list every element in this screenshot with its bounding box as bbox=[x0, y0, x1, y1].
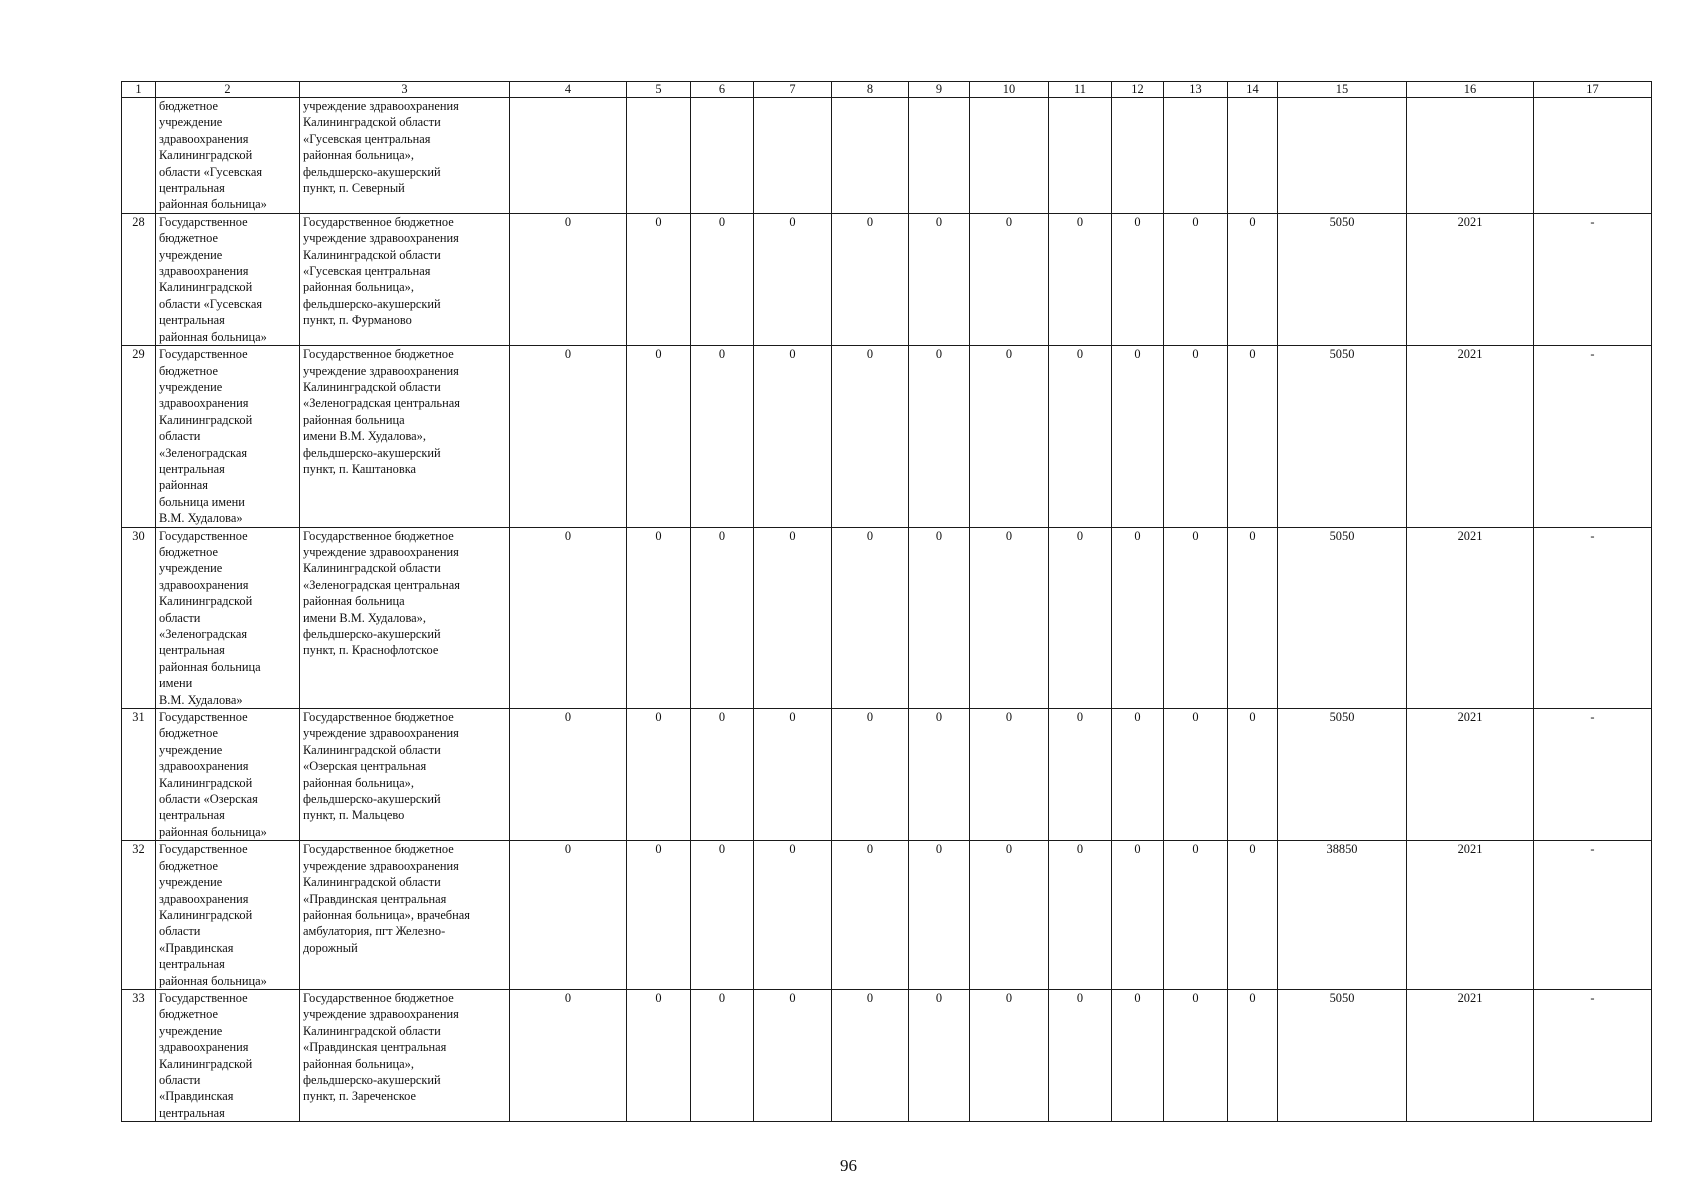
facility-cell: Государственное бюджетное учреждение здравоохранения Калининградской области «Зеленоградская центральная районная больница имени В.М. Худалова», фельдшерско-акушерский пункт, п. Краснофлотское bbox=[300, 527, 510, 708]
column-header-11: 11 bbox=[1049, 82, 1112, 98]
cost-cell: 5050 bbox=[1278, 709, 1407, 841]
value-cell-col-13: 0 bbox=[1164, 841, 1228, 990]
column-header-12: 12 bbox=[1112, 82, 1164, 98]
value-cell-col-13: 0 bbox=[1164, 989, 1228, 1121]
row-number-cell: 28 bbox=[122, 213, 156, 345]
data-table bbox=[121, 81, 1652, 1122]
value-cell-col-12: 0 bbox=[1112, 709, 1164, 841]
cost-cell: 5050 bbox=[1278, 213, 1407, 345]
organization-cell: Государственное бюджетное учреждение здравоохранения Калининградской области «Озерская центральная районная больница» bbox=[156, 709, 300, 841]
value-cell-col-11: 0 bbox=[1049, 841, 1112, 990]
column-header-14: 14 bbox=[1228, 82, 1278, 98]
value-cell-col-9: 0 bbox=[909, 989, 970, 1121]
value-cell-col-11: 0 bbox=[1049, 989, 1112, 1121]
facility-cell: Государственное бюджетное учреждение здравоохранения Калининградской области «Правдинская центральная районная больница», фельдшерско-акушерский пункт, п. Зареченское bbox=[300, 989, 510, 1121]
value-cell-col-5: 0 bbox=[627, 213, 691, 345]
value-cell-col-8: 0 bbox=[832, 527, 909, 708]
table-row bbox=[122, 709, 1652, 841]
value-cell-col-9: 0 bbox=[909, 527, 970, 708]
table-row bbox=[122, 989, 1652, 1121]
value-cell-col-6: 0 bbox=[691, 527, 754, 708]
value-cell-col-4: 0 bbox=[510, 709, 627, 841]
table-row bbox=[122, 346, 1652, 527]
note-cell: - bbox=[1534, 527, 1652, 708]
table-row bbox=[122, 213, 1652, 345]
table-header bbox=[122, 82, 1652, 98]
value-cell-col-4: 0 bbox=[510, 213, 627, 345]
column-header-15: 15 bbox=[1278, 82, 1407, 98]
value-cell-col-10: 0 bbox=[970, 989, 1049, 1121]
value-cell-col-12 bbox=[1112, 98, 1164, 214]
row-number-cell: 29 bbox=[122, 346, 156, 527]
value-cell-col-12: 0 bbox=[1112, 346, 1164, 527]
value-cell-col-8: 0 bbox=[832, 841, 909, 990]
value-cell-col-14: 0 bbox=[1228, 527, 1278, 708]
value-cell-col-14: 0 bbox=[1228, 709, 1278, 841]
note-cell bbox=[1534, 98, 1652, 214]
value-cell-col-8: 0 bbox=[832, 213, 909, 345]
value-cell-col-10: 0 bbox=[970, 213, 1049, 345]
value-cell-col-12: 0 bbox=[1112, 527, 1164, 708]
value-cell-col-14: 0 bbox=[1228, 989, 1278, 1121]
value-cell-col-11: 0 bbox=[1049, 346, 1112, 527]
table-body bbox=[122, 98, 1652, 1122]
organization-cell: Государственное бюджетное учреждение здравоохранения Калининградской области «Зеленоградская центральная районная больница имени В.М. Худалова» bbox=[156, 527, 300, 708]
value-cell-col-8: 0 bbox=[832, 346, 909, 527]
value-cell-col-7: 0 bbox=[754, 841, 832, 990]
value-cell-col-4: 0 bbox=[510, 346, 627, 527]
value-cell-col-6 bbox=[691, 98, 754, 214]
table-row bbox=[122, 98, 1652, 214]
note-cell: - bbox=[1534, 213, 1652, 345]
value-cell-col-8: 0 bbox=[832, 989, 909, 1121]
value-cell-col-11: 0 bbox=[1049, 527, 1112, 708]
value-cell-col-10: 0 bbox=[970, 346, 1049, 527]
organization-cell: Государственное бюджетное учреждение здравоохранения Калининградской области «Зеленоградская центральная районная больница имени В.М. Худалова» bbox=[156, 346, 300, 527]
value-cell-col-5: 0 bbox=[627, 346, 691, 527]
value-cell-col-6: 0 bbox=[691, 841, 754, 990]
organization-cell: Государственное бюджетное учреждение здравоохранения Калининградской области «Правдинская центральная bbox=[156, 989, 300, 1121]
value-cell-col-13: 0 bbox=[1164, 346, 1228, 527]
value-cell-col-5: 0 bbox=[627, 989, 691, 1121]
value-cell-col-7: 0 bbox=[754, 709, 832, 841]
facility-cell: Государственное бюджетное учреждение здравоохранения Калининградской области «Зеленоградская центральная районная больница имени В.М. Худалова», фельдшерско-акушерский пункт, п. Каштановка bbox=[300, 346, 510, 527]
column-header-1: 1 bbox=[122, 82, 156, 98]
cost-cell: 5050 bbox=[1278, 346, 1407, 527]
value-cell-col-4: 0 bbox=[510, 527, 627, 708]
year-cell: 2021 bbox=[1407, 527, 1534, 708]
table-row bbox=[122, 527, 1652, 708]
value-cell-col-4: 0 bbox=[510, 841, 627, 990]
note-cell: - bbox=[1534, 841, 1652, 990]
year-cell: 2021 bbox=[1407, 346, 1534, 527]
value-cell-col-12: 0 bbox=[1112, 213, 1164, 345]
value-cell-col-13: 0 bbox=[1164, 527, 1228, 708]
value-cell-col-13 bbox=[1164, 98, 1228, 214]
row-number-cell: 32 bbox=[122, 841, 156, 990]
column-header-5: 5 bbox=[627, 82, 691, 98]
cost-cell: 38850 bbox=[1278, 841, 1407, 990]
value-cell-col-11: 0 bbox=[1049, 213, 1112, 345]
column-header-10: 10 bbox=[970, 82, 1049, 98]
column-header-13: 13 bbox=[1164, 82, 1228, 98]
organization-cell: бюджетное учреждение здравоохранения Калининградской области «Гусевская центральная районная больница» bbox=[156, 98, 300, 214]
organization-cell: Государственное бюджетное учреждение здравоохранения Калининградской области «Гусевская центральная районная больница» bbox=[156, 213, 300, 345]
value-cell-col-14: 0 bbox=[1228, 346, 1278, 527]
value-cell-col-11 bbox=[1049, 98, 1112, 214]
column-header-16: 16 bbox=[1407, 82, 1534, 98]
column-header-2: 2 bbox=[156, 82, 300, 98]
value-cell-col-9: 0 bbox=[909, 841, 970, 990]
row-number-cell: 30 bbox=[122, 527, 156, 708]
value-cell-col-14: 0 bbox=[1228, 213, 1278, 345]
value-cell-col-11: 0 bbox=[1049, 709, 1112, 841]
value-cell-col-6: 0 bbox=[691, 709, 754, 841]
value-cell-col-5 bbox=[627, 98, 691, 214]
value-cell-col-12: 0 bbox=[1112, 989, 1164, 1121]
value-cell-col-10 bbox=[970, 98, 1049, 214]
value-cell-col-5: 0 bbox=[627, 709, 691, 841]
cost-cell: 5050 bbox=[1278, 989, 1407, 1121]
year-cell: 2021 bbox=[1407, 709, 1534, 841]
value-cell-col-9: 0 bbox=[909, 346, 970, 527]
row-number-cell: 33 bbox=[122, 989, 156, 1121]
value-cell-col-7: 0 bbox=[754, 213, 832, 345]
value-cell-col-13: 0 bbox=[1164, 213, 1228, 345]
value-cell-col-9 bbox=[909, 98, 970, 214]
value-cell-col-7: 0 bbox=[754, 527, 832, 708]
row-number-cell bbox=[122, 98, 156, 214]
value-cell-col-14: 0 bbox=[1228, 841, 1278, 990]
cost-cell: 5050 bbox=[1278, 527, 1407, 708]
value-cell-col-13: 0 bbox=[1164, 709, 1228, 841]
value-cell-col-9: 0 bbox=[909, 709, 970, 841]
row-number-cell: 31 bbox=[122, 709, 156, 841]
note-cell: - bbox=[1534, 709, 1652, 841]
column-header-8: 8 bbox=[832, 82, 909, 98]
page-number: 96 bbox=[840, 1156, 857, 1175]
value-cell-col-6: 0 bbox=[691, 989, 754, 1121]
column-header-6: 6 bbox=[691, 82, 754, 98]
value-cell-col-6: 0 bbox=[691, 346, 754, 527]
cost-cell bbox=[1278, 98, 1407, 214]
value-cell-col-7 bbox=[754, 98, 832, 214]
note-cell: - bbox=[1534, 989, 1652, 1121]
header-row bbox=[122, 82, 1652, 98]
year-cell: 2021 bbox=[1407, 213, 1534, 345]
value-cell-col-5: 0 bbox=[627, 841, 691, 990]
value-cell-col-10: 0 bbox=[970, 527, 1049, 708]
column-header-7: 7 bbox=[754, 82, 832, 98]
value-cell-col-12: 0 bbox=[1112, 841, 1164, 990]
column-header-17: 17 bbox=[1534, 82, 1652, 98]
note-cell: - bbox=[1534, 346, 1652, 527]
year-cell: 2021 bbox=[1407, 989, 1534, 1121]
value-cell-col-4 bbox=[510, 98, 627, 214]
value-cell-col-10: 0 bbox=[970, 841, 1049, 990]
organization-cell: Государственное бюджетное учреждение здравоохранения Калининградской области «Правдинская центральная районная больница» bbox=[156, 841, 300, 990]
facility-cell: Государственное бюджетное учреждение здравоохранения Калининградской области «Озерская центральная районная больница», фельдшерско-акушерский пункт, п. Мальцево bbox=[300, 709, 510, 841]
year-cell: 2021 bbox=[1407, 841, 1534, 990]
value-cell-col-7: 0 bbox=[754, 346, 832, 527]
facility-cell: учреждение здравоохранения Калининградской области «Гусевская центральная районная больница», фельдшерско-акушерский пункт, п. Северный bbox=[300, 98, 510, 214]
value-cell-col-9: 0 bbox=[909, 213, 970, 345]
value-cell-col-8: 0 bbox=[832, 709, 909, 841]
year-cell bbox=[1407, 98, 1534, 214]
value-cell-col-7: 0 bbox=[754, 989, 832, 1121]
column-header-4: 4 bbox=[510, 82, 627, 98]
table-row bbox=[122, 841, 1652, 990]
value-cell-col-8 bbox=[832, 98, 909, 214]
value-cell-col-5: 0 bbox=[627, 527, 691, 708]
column-header-9: 9 bbox=[909, 82, 970, 98]
facility-cell: Государственное бюджетное учреждение здравоохранения Калининградской области «Гусевская центральная районная больница», фельдшерско-акушерский пункт, п. Фурманово bbox=[300, 213, 510, 345]
value-cell-col-14 bbox=[1228, 98, 1278, 214]
value-cell-col-4: 0 bbox=[510, 989, 627, 1121]
column-header-3: 3 bbox=[300, 82, 510, 98]
value-cell-col-6: 0 bbox=[691, 213, 754, 345]
value-cell-col-10: 0 bbox=[970, 709, 1049, 841]
facility-cell: Государственное бюджетное учреждение здравоохранения Калининградской области «Правдинская центральная районная больница», врачебная амбулатория, пгт Железно- дорожный bbox=[300, 841, 510, 990]
